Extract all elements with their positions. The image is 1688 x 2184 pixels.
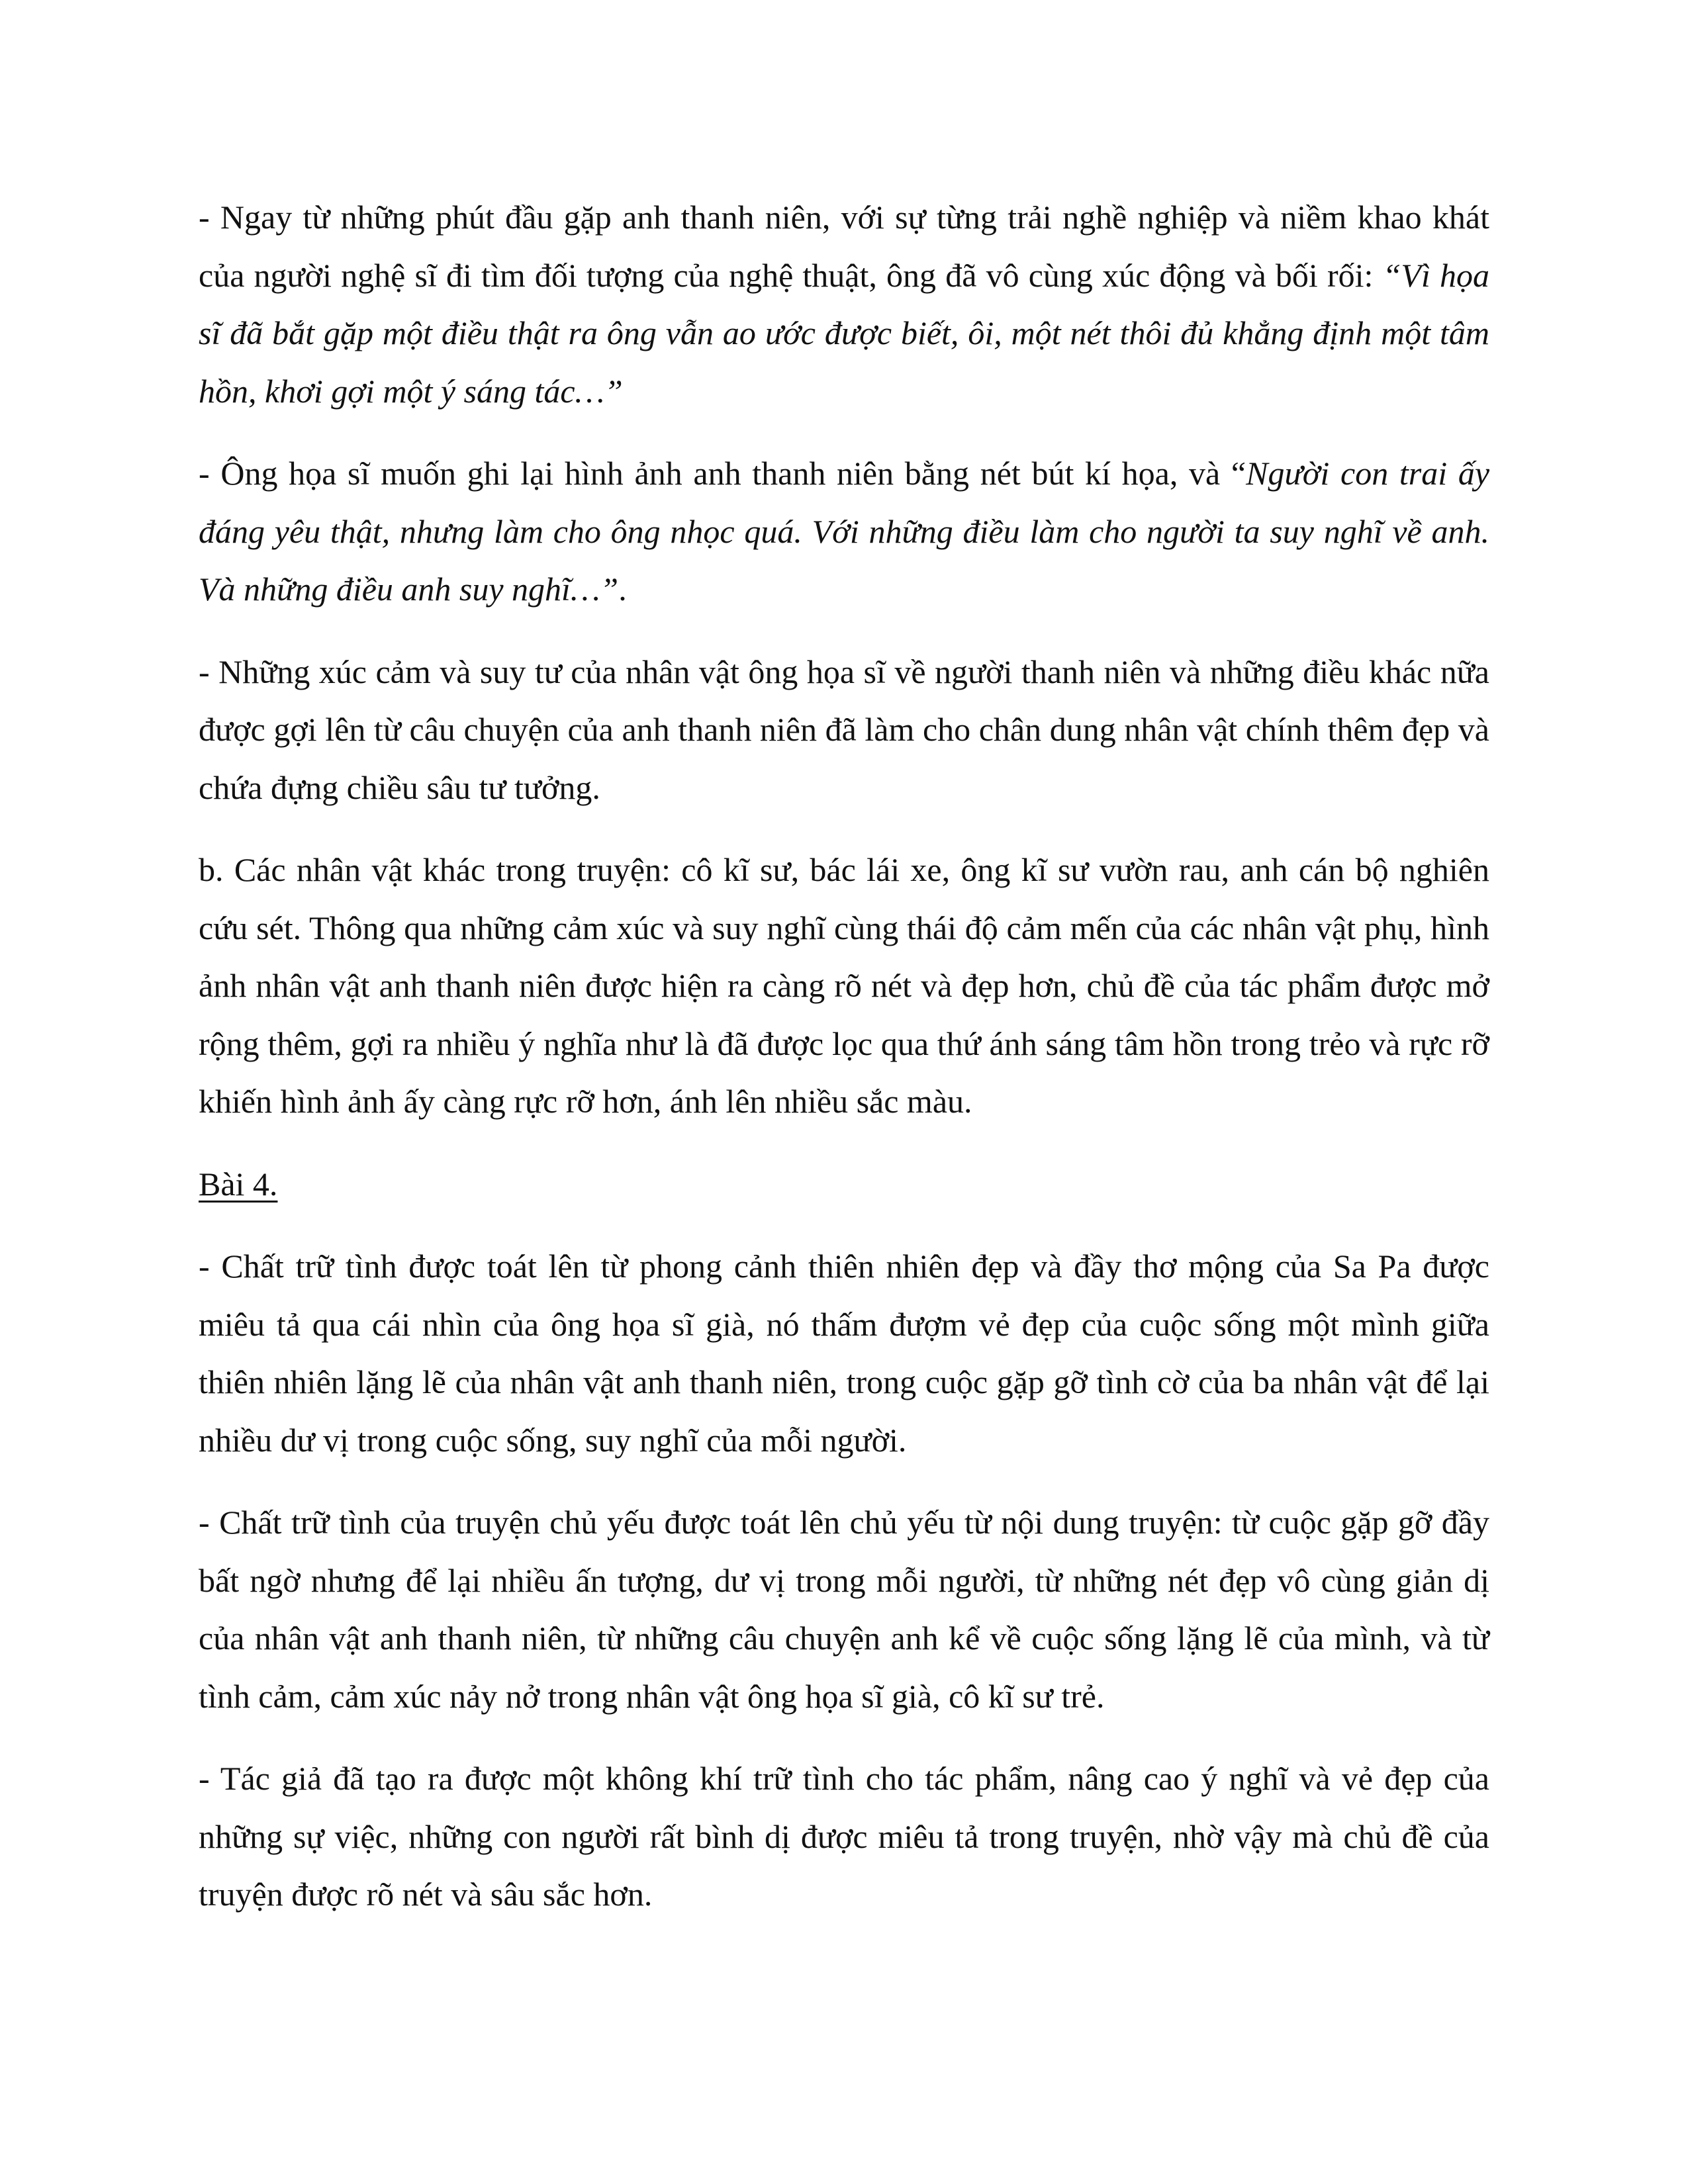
heading-text: Bài 4. [199, 1165, 278, 1203]
paragraph-text: - Ngay từ những phút đầu gặp anh thanh niên, với sự từng trải nghề nghiệp và niềm khao khát của người nghệ sĩ đi tìm đối tượng của nghệ thuật, ông đã vô cùng xúc động và bối rối: [199, 199, 1489, 294]
document-page [199, 189, 1489, 1948]
section-heading-bai-4 [199, 1156, 1489, 1214]
paragraph-painter-thoughts: - Những xúc cảm và suy tư của nhân vật ông họa sĩ về người thanh niên và những điều khác nữa được gợi lên từ câu chuyện của anh thanh niên đã làm cho chân dung nhân vật chính thêm đẹp và chứa đựng chiều sâu tư tưởng. [199, 653, 1489, 806]
paragraph-lyrical-atmosphere: - Tác giả đã tạo ra được một không khí trữ tình cho tác phẩm, nâng cao ý nghĩ và vẻ đẹp của những sự việc, những con người rất bình dị được miêu tả trong truyện, nhờ vậy mà chủ đề của truyện được rõ nét và sâu sắc hơn. [199, 1760, 1489, 1913]
paragraph-lyrical-landscape: - Chất trữ tình được toát lên từ phong cảnh thiên nhiên đẹp và đầy thơ mộng của Sa Pa được miêu tả qua cái nhìn của ông họa sĩ già, nó thấm đượm vẻ đẹp của cuộc sống một mình giữa thiên nhiên lặng lẽ của nhân vật anh thanh niên, trong cuộc gặp gỡ tình cờ của ba nhân vật để lại nhiều dư vị trong cuộc sống, suy nghĩ của mỗi người. [199, 1248, 1489, 1459]
paragraph-other-characters: b. Các nhân vật khác trong truyện: cô kĩ sư, bác lái xe, ông kĩ sư vườn rau, anh cán bộ nghiên cứu sét. Thông qua những cảm xúc và suy nghĩ cùng thái độ cảm mến của các nhân vật phụ, hình ảnh nhân vật anh thanh niên được hiện ra càng rõ nét và đẹp hơn, chủ đề của tác phẩm được mở rộng thêm, gợi ra nhiều ý nghĩa như là đã được lọc qua thứ ánh sáng tâm hồn trong trẻo và rực rỡ khiến hình ảnh ấy càng rực rỡ hơn, ánh lên nhiều sắc màu. [199, 851, 1489, 1120]
paragraph-text: - Ông họa sĩ muốn ghi lại hình ảnh anh thanh niên bằng nét bút kí họa, và “ [199, 455, 1246, 492]
paragraph-painter-first-meeting [199, 189, 1489, 420]
italic-quote: Người con trai ấy đáng yêu thật, nhưng làm cho ông nhọc quá. Với những điều làm cho người ta suy nghĩ về anh. Và những điều anh suy nghĩ…” [199, 455, 1490, 608]
paragraph-painter-sketch [199, 445, 1489, 619]
italic-quote: “Vì họa sĩ đã bắt gặp một điều thật ra ông vẫn ao ước được biết, ôi, một nét thôi đủ khẳng định một tâm hồn, khơi gợi một ý sáng tác…” [199, 256, 1489, 410]
paragraph-end: . [618, 570, 627, 608]
paragraph-lyrical-content: - Chất trữ tình của truyện chủ yếu được toát lên chủ yếu từ nội dung truyện: từ cuộc gặp gỡ đầy bất ngờ nhưng để lại nhiều ấn tượng, dư vị trong mỗi người, từ những nét đẹp vô cùng giản dị của nhân vật anh thanh niên, từ những câu chuyện anh kể về cuộc sống lặng lẽ của mình, và từ tình cảm, cảm xúc nảy nở trong nhân vật ông họa sĩ già, cô kĩ sư trẻ. [199, 1504, 1489, 1715]
